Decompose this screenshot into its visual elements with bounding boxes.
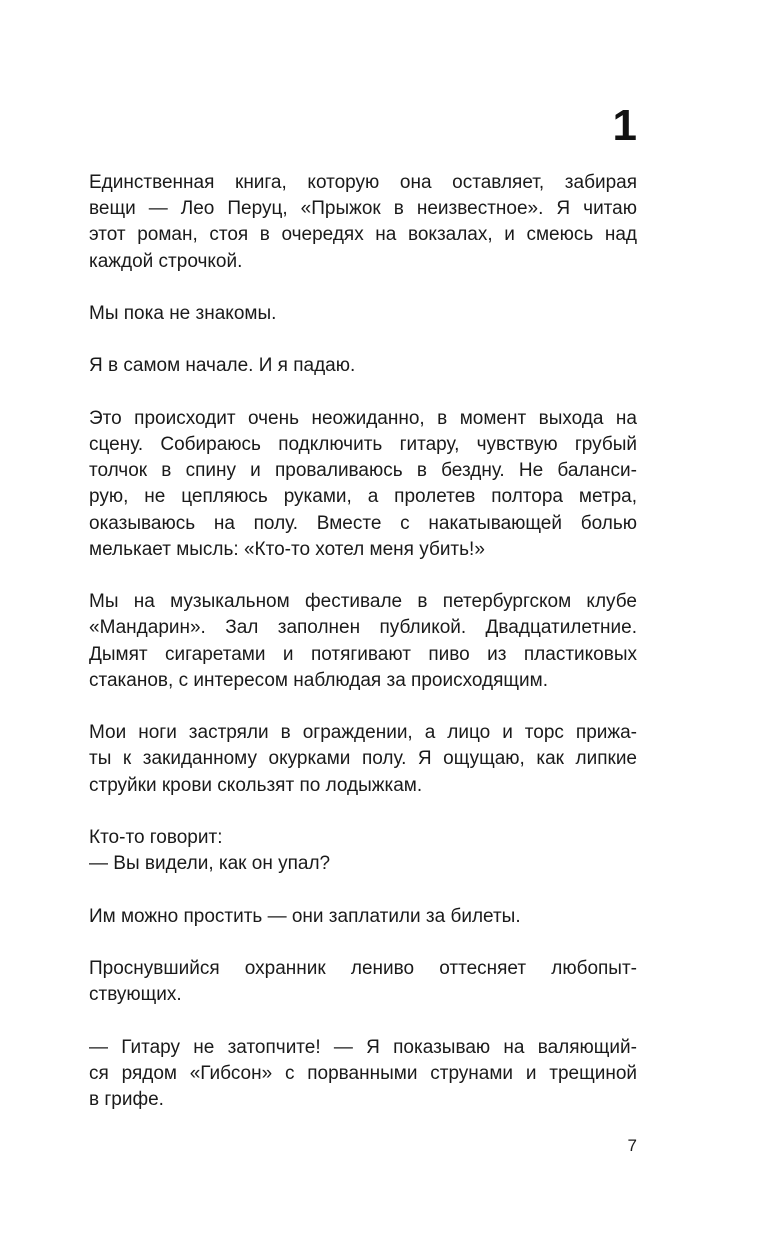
- text-line: сцену. Собираюсь подключить гитару, чувствую грубый: [89, 433, 637, 455]
- text-line: ся рядом «Гибсон» с порванными струнами и трещиной: [89, 1062, 637, 1084]
- dialogue-line: — Вы видели, как он упал?: [89, 853, 331, 875]
- text-line: ты к закиданному окурками полу. Я ощущаю, как липкие: [89, 748, 637, 770]
- text-line: рую, не цепляюсь руками, а пролетев полтора метра,: [89, 486, 637, 508]
- text-line: вещи — Лео Перуц, «Прыжок в неизвестное». Я читаю: [89, 198, 637, 220]
- text-line: оказываюсь на полу. Вместе с накатывающей болью: [89, 512, 637, 534]
- text-line: Это происходит очень неожиданно, в момент выхода на: [89, 407, 637, 429]
- text-line: Мы пока не знакомы.: [89, 303, 277, 324]
- text-line: в грифе.: [89, 1088, 164, 1110]
- paragraph: [89, 301, 637, 327]
- text-line: «Мандарин». Зал заполнен публикой. Двадцатилетние.: [89, 617, 637, 639]
- text-line: Кто-то говорит:: [89, 826, 223, 848]
- dialogue-line: — Гитару не затопчите! — Я показываю на валяющий-: [89, 1036, 637, 1058]
- text-line: Мы на музыкальном фестивале в петербургском клубе: [89, 591, 637, 613]
- paragraph: [89, 904, 637, 930]
- chapter-number: 1: [612, 101, 637, 150]
- text-line: Дымят сигаретами и потягивают пиво из пластиковых: [89, 643, 637, 665]
- text-line: мелькает мысль: «Кто-то хотел меня убить!»: [89, 538, 485, 560]
- text-line: каждой строчкой.: [89, 250, 243, 272]
- paragraph: [89, 353, 637, 379]
- text-line: Им можно простить — они заплатили за билеты.: [89, 905, 521, 927]
- text-line: Я в самом начале. И я падаю.: [89, 355, 356, 377]
- page-number: 7: [627, 1136, 637, 1155]
- paragraph: [89, 956, 637, 1008]
- text-line: толчок в спину и проваливаюсь в бездну. Не баланси-: [89, 460, 637, 482]
- dialogue-paragraph: [89, 1035, 637, 1114]
- text-line: этот роман, стоя в очередях на вокзалах, и смеюсь над: [89, 224, 637, 246]
- dialogue-paragraph: [89, 825, 637, 877]
- paragraph: [89, 170, 637, 275]
- text-line: Проснувшийся охранник лениво оттесняет любопыт-: [89, 957, 637, 979]
- text-line: стаканов, с интересом наблюдая за происходящим.: [89, 669, 548, 691]
- text-line: струйки крови скользят по лодыжкам.: [89, 774, 423, 796]
- body-text: [89, 170, 637, 1139]
- text-line: ствующих.: [89, 984, 182, 1006]
- paragraph: [89, 720, 637, 799]
- text-line: Единственная книга, которую она оставляет, забирая: [89, 172, 637, 193]
- paragraph: [89, 406, 637, 563]
- text-line: Мои ноги застряли в ограждении, а лицо и торс прижа-: [89, 722, 637, 744]
- paragraph: [89, 589, 637, 694]
